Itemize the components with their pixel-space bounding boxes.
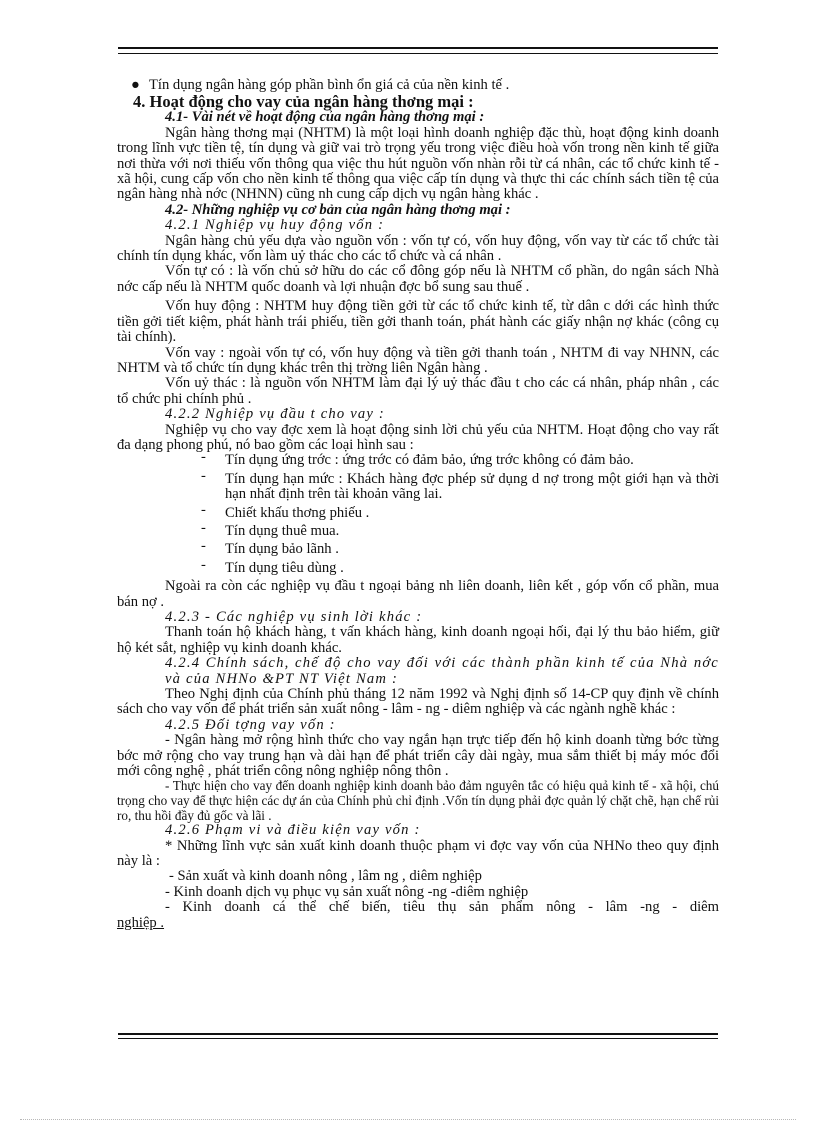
dash-icon: - [201, 501, 206, 518]
footer-rule [118, 1033, 718, 1039]
section-4-2-5-para-2: - Thực hiện cho vay đến doanh nghiệp kinh doanh bảo đảm nguyên tắc có hiệu quả kinh tế - xã hội, chú trọng cho vay để thực hiện các dự án của Chính phủ chỉ định .Vốn tín dụng phải đợc quản lý chặt chẽ, hạn chế rủi ro, thu hồi đầy đủ gốc và lãi . [117, 778, 719, 823]
document-body [117, 78, 719, 931]
list-item-text: Tín dụng hạn mức : Khách hàng đợc phép sử dụng d nợ trong một giới hạn và thời hạn nhất định trên tài khoản vãng lai. [225, 470, 719, 503]
section-4-2-1-para-3: Vốn huy động : NHTM huy động tiền gởi từ các tổ chức kinh tế, từ dân c dới các hình thức tiền gởi tiết kiệm, phát hành trái phiếu, tiền gởi thanh toán, phát hành các giấy nhận nợ khác (công cụ tài chính). [117, 298, 719, 346]
list-item [201, 538, 719, 558]
section-4-2-3-para-1: Thanh toán hộ khách hàng, t vấn khách hàng, kinh doanh ngoại hối, đại lý thu bảo hiểm, giữ hộ két sắt, nghiệp vụ kinh doanh khác. [117, 624, 719, 656]
dash-icon: - [201, 556, 206, 573]
page-edge-dotted-line [20, 1119, 796, 1120]
section-4-2-2-para-2: Ngoài ra còn các nghiệp vụ đầu t ngoại bảng nh liên doanh, liên kết , góp vốn cổ phần, mua bán nợ . [117, 578, 719, 610]
list-item [201, 556, 719, 576]
list-item [201, 501, 719, 521]
list-item-text: Tín dụng ứng trớc : ứng trớc có đảm bảo, ứng trớc không có đảm bảo. [225, 452, 634, 469]
list-item-text: Chiết khấu thơng phiếu . [225, 504, 370, 521]
list-item-text: Tín dụng tiêu dùng . [225, 559, 344, 576]
bullet-icon: ● [131, 77, 140, 93]
section-4-2-1-para-5: Vốn uỷ thác : là nguồn vốn NHTM làm đại lý uỷ thác đầu t cho các cá nhân, pháp nhân , các tổ chức phi chính phủ . [117, 375, 719, 407]
section-4-1-paragraph: Ngân hàng thơng mại (NHTM) là một loại hình doanh nghiệp đặc thù, hoạt động kinh doanh trong lĩnh vực tiền tệ, tín dụng và giữ vai trò trọng yếu trong việc điều hoà vốn trong nền kinh tế giữa nơi thừa với nơi thiếu vốn thông qua việc thu hút nguồn vốn nhàn rỗi từ cá nhân, các tổ chức kinh tế -xã hội, cung cấp vốn cho nền kinh tế thông qua việc cấp tín dụng và thực thi các chính sách tiền tệ của ngân hàng nhà nớc (NHNN) cũng nh cung cấp dịch vụ ngân hàng khác . [117, 124, 719, 203]
section-4-2-6-line-2: - Kinh doanh dịch vụ phục vụ sản xuất nông -ng -diêm nghiệp [165, 883, 529, 900]
section-4-2-2-para-1: Nghiệp vụ cho vay đợc xem là hoạt động sinh lời chủ yếu của NHTM. Hoạt động cho vay rất đa dạng phong phú, nó bao gồm các loại hình sau : [117, 421, 719, 453]
section-4-2-6-line-1: - Sản xuất và kinh doanh nông , lâm ng , diêm nghiệp [169, 868, 482, 885]
section-4-2-1-para-2: Vốn tự có : là vốn chủ sở hữu do các cổ đông góp nếu là NHTM cổ phần, do ngân sách Nhà nớc cấp nếu là NHTM quốc doanh và lợi nhuận đợc bổ sung sau thuế . [117, 263, 719, 295]
bullet-paragraph [117, 78, 719, 93]
section-4-2-6-title: 4.2.6 Phạm vi và điều kiện vay vốn : [165, 822, 421, 839]
list-item [201, 467, 719, 503]
list-item-text: Tín dụng bảo lãnh . [225, 541, 339, 558]
section-4-2-3-title: 4.2.3 - Các nghiệp vụ sinh lời khác : [165, 609, 423, 625]
loan-type-list [117, 449, 719, 576]
list-item [201, 449, 719, 469]
section-4-2-2-title: 4.2.2 Nghiệp vụ đầu t cho vay : [165, 406, 385, 423]
section-4-1-title: 4.1- Vài nét về hoạt động của ngân hàng thơng mại : [165, 109, 485, 126]
section-4-2-6-line-4: nghiệp . [117, 914, 165, 931]
section-4-2-4-para-1: Theo Nghị định của Chính phủ tháng 12 năm 1992 và Nghị định số 14-CP quy định về chính sách cho vay vốn để phát triển sản xuất nông - lâm - ng - diêm nghiệp và các ngành nghề khác : [117, 686, 719, 718]
dash-icon: - [201, 538, 206, 555]
section-4-2-1-title: 4.2.1 Nghiệp vụ huy động vốn : [165, 217, 385, 234]
dash-icon: - [201, 519, 206, 536]
section-4-2-5-para-1: - Ngân hàng mở rộng hình thức cho vay ngắn hạn trực tiếp đến hộ kinh doanh từng bớc từng bớc mở rộng cho vay trung hạn và dài hạn để phát triển cây dài ngày, mua sắm thiết bị máy móc đổi mới công nghệ , phát triển công nông nghiệp nông thôn . [117, 732, 719, 780]
section-4-2-1-para-4: Vốn vay : ngoài vốn tự có, vốn huy động và tiền gởi thanh toán , NHTM đi vay NHNN, các NHTM và tổ chức tín dụng khác trên thị trờng liên Ngân hàng . [117, 344, 719, 376]
section-4-2-6-para-1: * Những lĩnh vực sản xuất kinh doanh thuộc phạm vi đợc vay vốn của NHNo theo quy định này là : [117, 837, 719, 870]
dash-icon: - [201, 449, 206, 466]
list-item [201, 519, 719, 539]
list-item-text: Tín dụng thuê mua. [225, 522, 340, 539]
bullet-text: Tín dụng ngân hàng góp phần bình ổn giá cả của nền kinh tế . [149, 77, 510, 93]
header-rule [118, 47, 718, 54]
section-4-2-title: 4.2- Những nghiệp vụ cơ bản của ngân hàng thơng mại : [165, 201, 511, 218]
section-4-2-5-title: 4.2.5 Đối tợng vay vốn : [165, 716, 336, 733]
section-heading-4: 4. Hoạt động cho vay của ngân hàng thơng mại : [133, 92, 474, 112]
section-4-2-6-line-3: - Kinh doanh cá thể chế biến, tiêu thụ sản phẩm nông - lâm -ng - diêm [165, 899, 719, 916]
section-4-2-4-title: 4.2.4 Chính sách, chế độ cho vay đối với các thành phần kinh tế của Nhà nớc và của NHNo &PT NT Việt Nam : [165, 655, 719, 687]
section-4-2-1-para-1: Ngân hàng chủ yếu dựa vào nguồn vốn : vốn tự có, vốn huy động, vốn vay từ các tổ chức tài chính tín dụng khác, vốn làm uỷ thác cho các tổ chức và cá nhân . [117, 232, 719, 265]
dash-icon: - [201, 467, 206, 484]
